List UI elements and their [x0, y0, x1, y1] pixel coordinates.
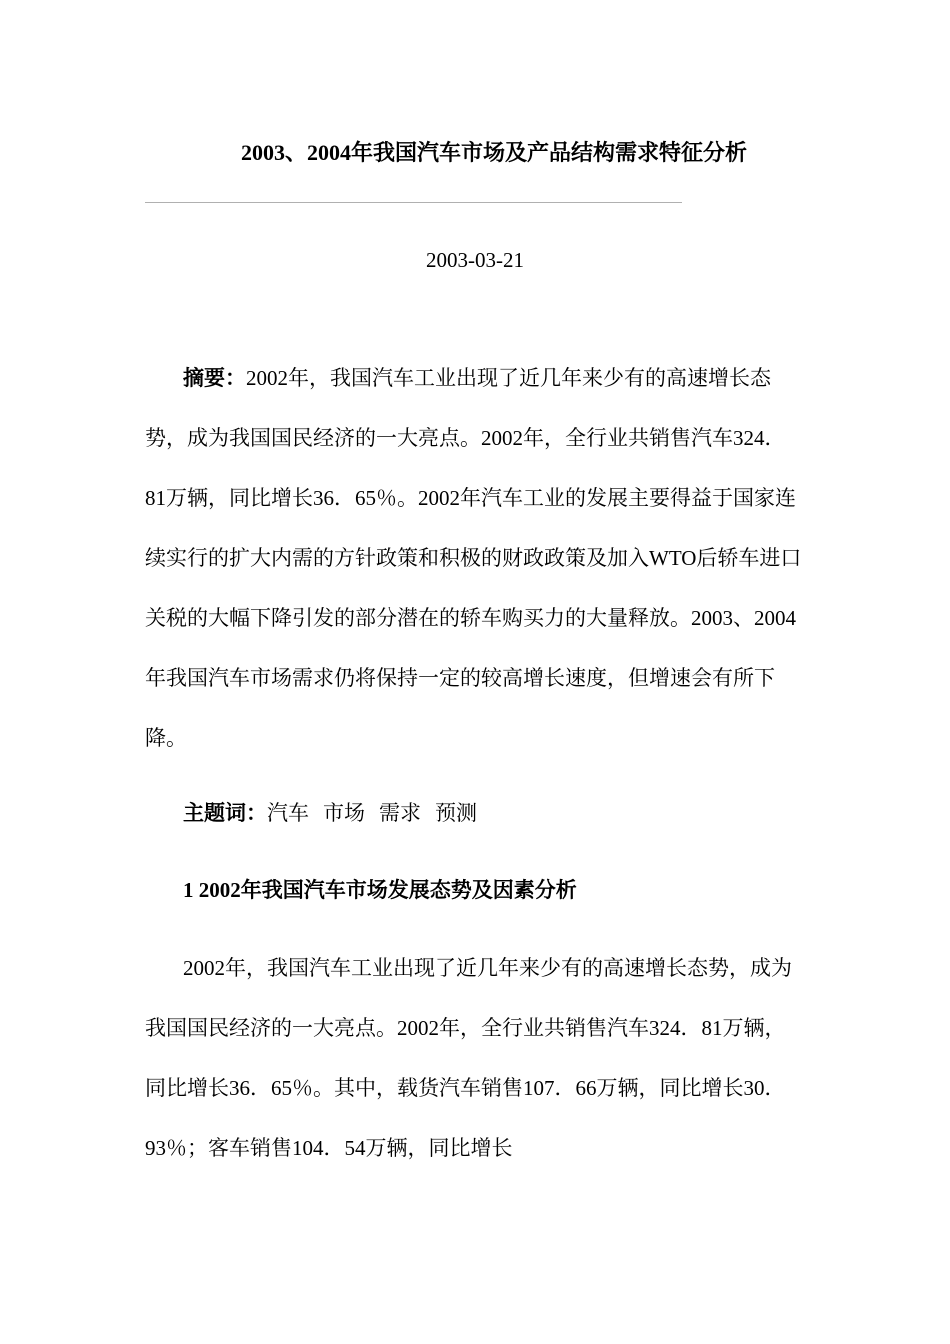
keyword: 市场	[323, 801, 365, 825]
abstract-label: 摘要：	[183, 366, 246, 390]
publish-date: 2003-03-21	[426, 248, 524, 272]
keyword: 需求	[379, 801, 421, 825]
section-heading: 1 2002年我国汽车市场发展态势及因素分析	[183, 878, 577, 902]
abstract-paragraph	[145, 348, 805, 768]
section-body-paragraph: 2002年，我国汽车工业出现了近几年来少有的高速增长态势，成为我国国民经济的一大亮点。2002年，全行业共销售汽车324．81万辆，同比增长36．65％。其中，载货汽车销售107．66万辆，同比增长30．93％；客车销售104．54万辆，同比增长	[145, 956, 792, 1160]
keywords-line	[145, 783, 805, 843]
keywords-label: 主题词：	[183, 801, 267, 825]
document-title: 2003、2004年我国汽车市场及产品结构需求特征分析	[240, 140, 747, 165]
keyword: 预测	[435, 801, 477, 825]
keyword: 汽车	[267, 801, 309, 825]
title-divider	[145, 202, 682, 203]
abstract-text: 2002年，我国汽车工业出现了近几年来少有的高速增长态势，成为我国国民经济的一大亮点。2002年，全行业共销售汽车324．81万辆，同比增长36．65％。2002年汽车工业的发展主要得益于国家连续实行的扩大内需的方针政策和积极的财政政策及加入WTO后轿车进口关税的大幅下降引发的部分潜在的轿车购买力的大量释放。2003、2004年我国汽车市场需求仍将保持一定的较高增长速度，但增速会有所下降。	[145, 366, 802, 750]
